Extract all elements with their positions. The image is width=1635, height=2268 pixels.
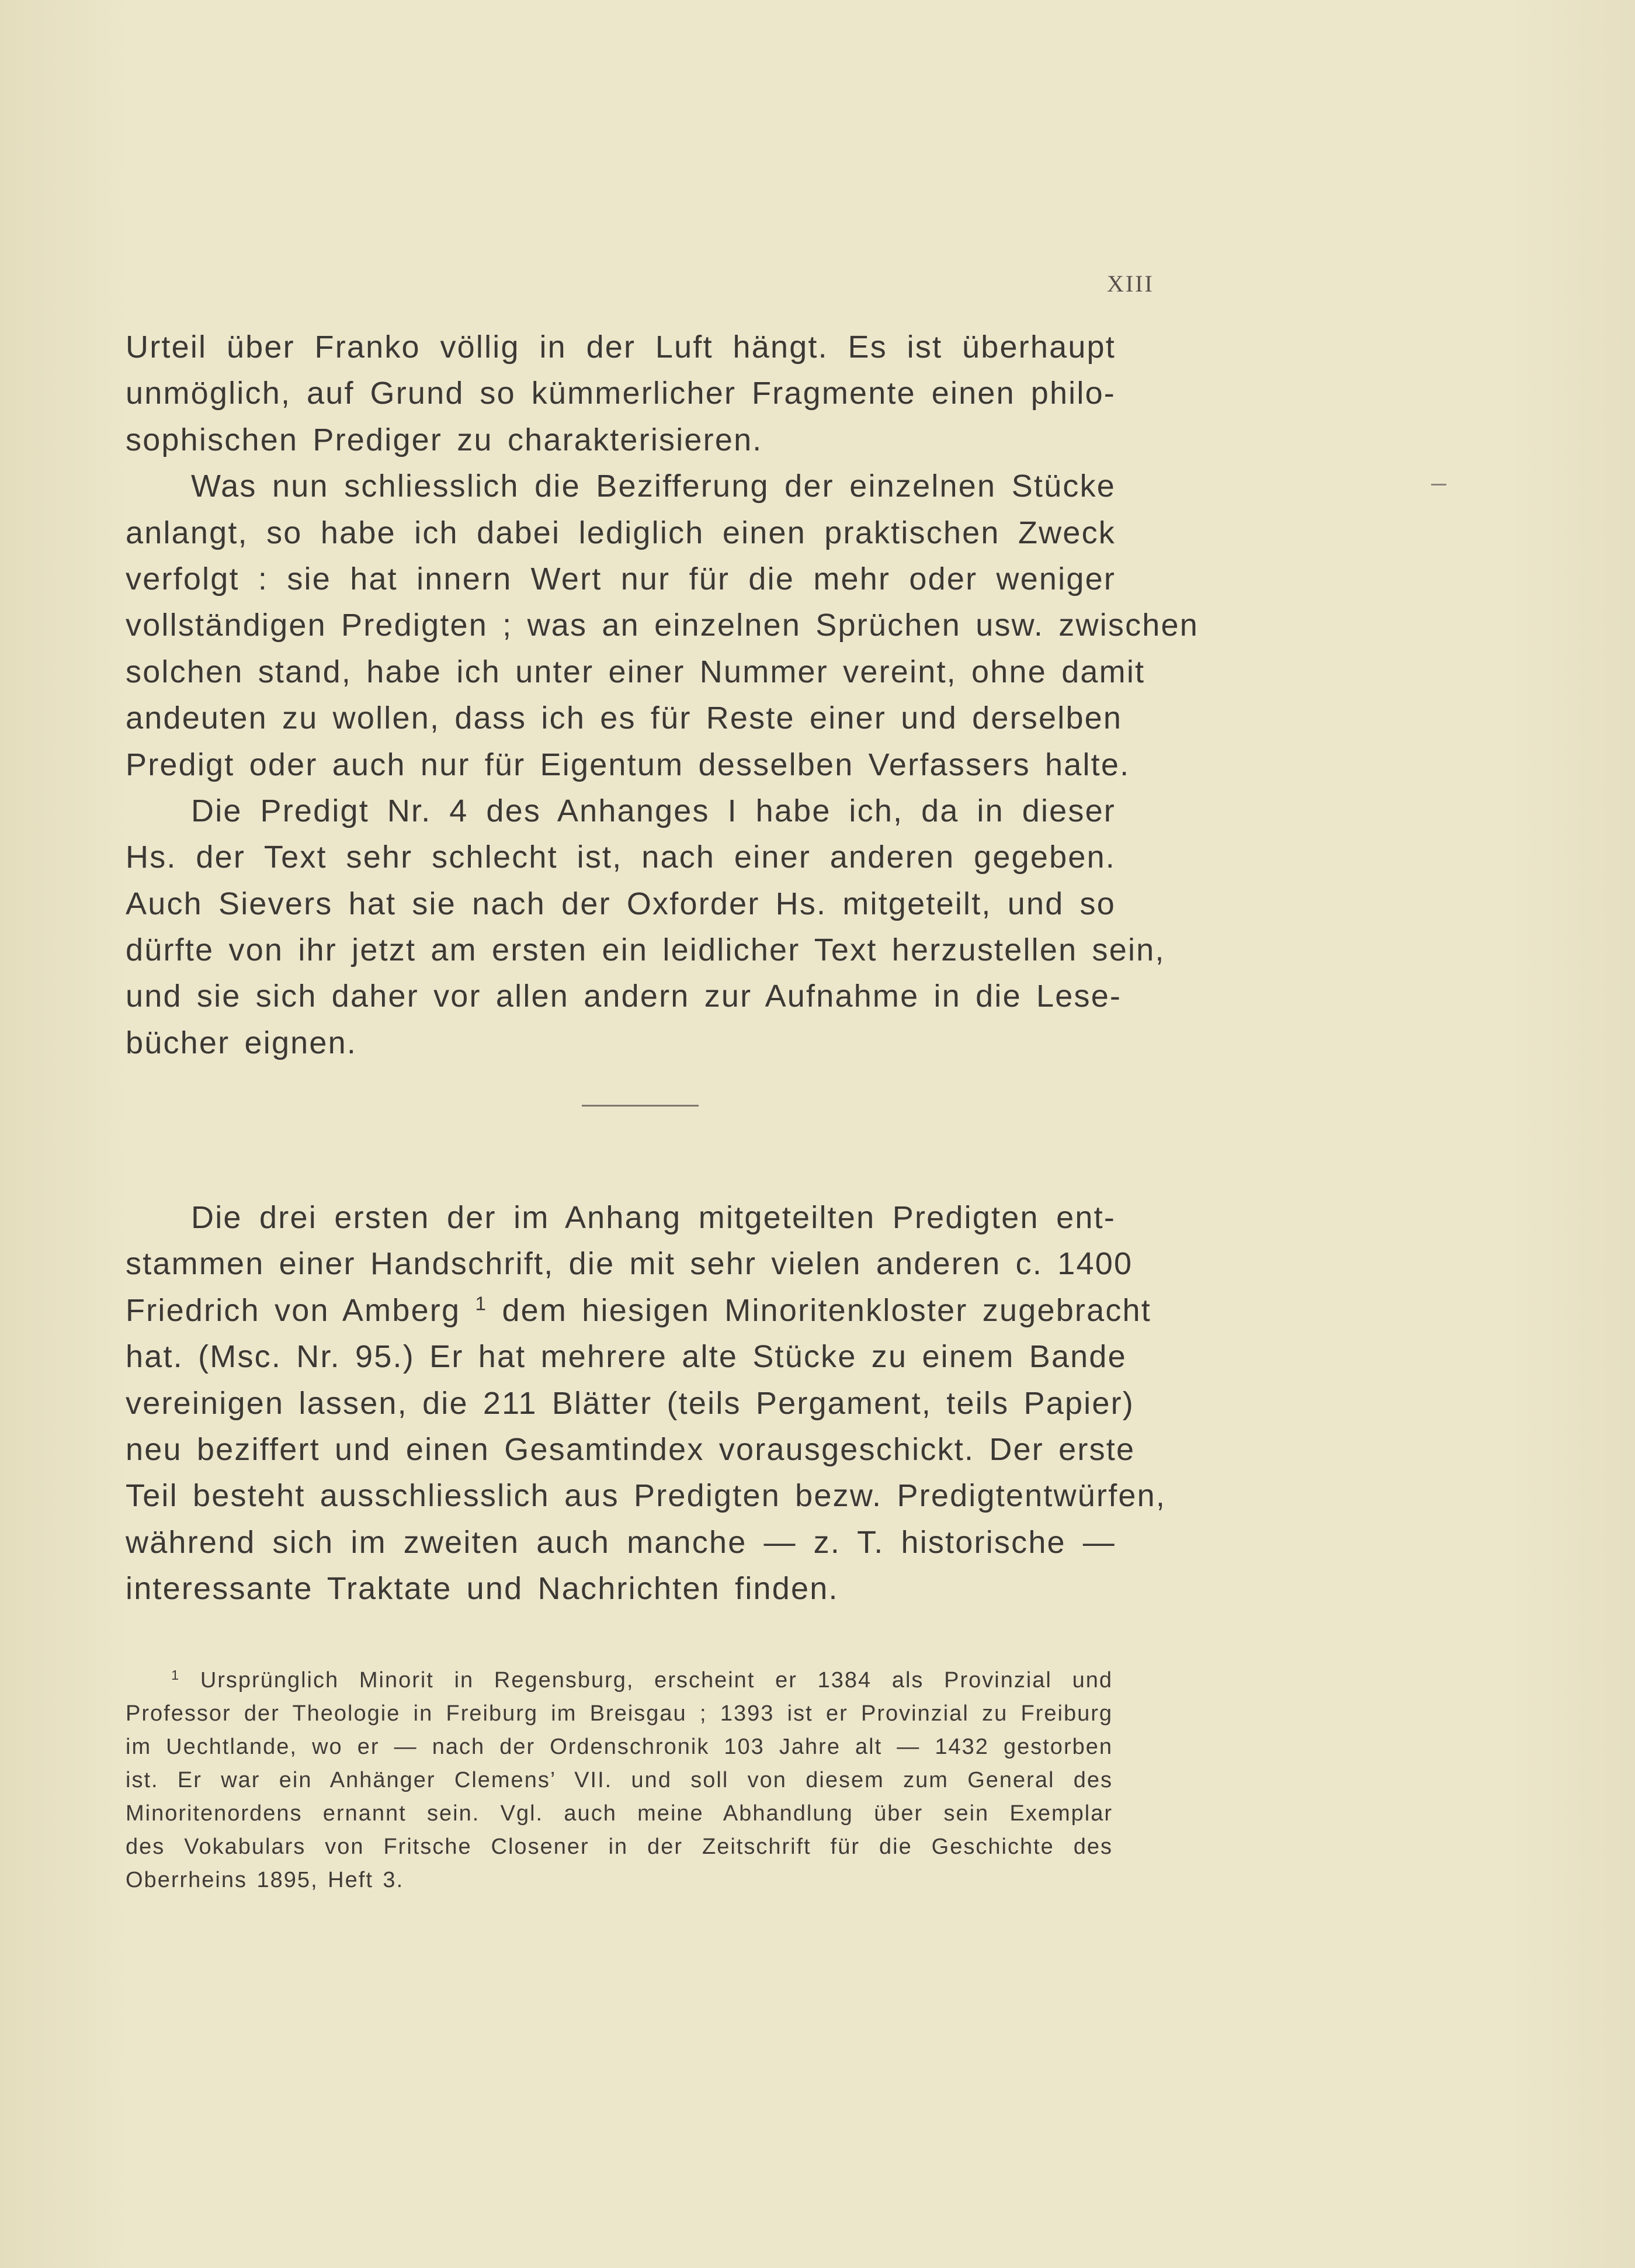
text-line: Auch Sievers hat sie nach der Oxforder Hs. mitgeteilt, und so bbox=[126, 886, 1116, 921]
text-line: verfolgt : sie hat innern Wert nur für die mehr oder weniger bbox=[126, 561, 1116, 597]
footnote-marker: 1 bbox=[171, 1667, 180, 1683]
text-line: unmöglich, auf Grund so kümmerlicher Fragmente einen philo- bbox=[126, 376, 1116, 411]
text-line: Was nun schliesslich die Bezifferung der einzelnen Stücke bbox=[191, 469, 1116, 504]
text-fragment: Friedrich von Amberg bbox=[126, 1292, 461, 1328]
text-line: sophischen Prediger zu charakterisieren. bbox=[126, 422, 763, 457]
text-line: vereinigen lassen, die 211 Blätter (teils Pergament, teils Papier) bbox=[126, 1385, 1134, 1421]
paragraph-block-upper bbox=[126, 324, 1199, 1066]
text-line: Urteil über Franko völlig in der Luft hängt. Es ist überhaupt bbox=[126, 330, 1116, 365]
text-line: interessante Traktate und Nachrichten finden. bbox=[126, 1571, 839, 1607]
text-line: während sich im zweiten auch manche — z. T. historische — bbox=[126, 1524, 1116, 1560]
text-line: hat. (Msc. Nr. 95.) Er hat mehrere alte Stücke zu einem Bande bbox=[126, 1339, 1127, 1375]
text-line: vollständigen Predigten ; was an einzelnen Sprüchen usw. zwischen bbox=[126, 608, 1199, 643]
footnote-line: des Vokabulars von Fritsche Closener in der Zeitschrift für die Geschichte des bbox=[126, 1834, 1113, 1859]
footnote-line: ist. Er war ein Anhänger Clemens’ VII. und soll von diesem zum General des bbox=[126, 1768, 1113, 1792]
text-line: solchen stand, habe ich unter einer Nummer vereint, ohne damit bbox=[126, 654, 1145, 689]
text-line: neu beziffert und einen Gesamtindex vorausgeschickt. Der erste bbox=[126, 1431, 1136, 1467]
text-line: Die Predigt Nr. 4 des Anhanges I habe ich, da in dieser bbox=[191, 793, 1116, 828]
text-line-with-footnote-ref bbox=[126, 1288, 1151, 1334]
text-line: und sie sich daher vor allen andern zur Aufnahme in die Lese- bbox=[126, 979, 1122, 1014]
section-divider bbox=[582, 1105, 699, 1107]
page-number: XIII bbox=[1107, 271, 1154, 297]
text-line: Predigt oder auch nur für Eigentum desselben Verfassers halte. bbox=[126, 747, 1130, 782]
footnote-text: Ursprünglich Minorit in Regensburg, erscheint er 1384 als Provinzial und bbox=[200, 1668, 1113, 1693]
text-line: Teil besteht ausschliesslich aus Predigten bezw. Predigtentwürfen, bbox=[126, 1478, 1167, 1514]
text-line: stammen einer Handschrift, die mit sehr vielen anderen c. 1400 bbox=[126, 1246, 1133, 1282]
text-line: anlangt, so habe ich dabei lediglich einen praktischen Zweck bbox=[126, 515, 1116, 550]
margin-mark bbox=[1431, 484, 1446, 485]
text-line: dürfte von ihr jetzt am ersten ein leidlicher Text herzustellen sein, bbox=[126, 932, 1165, 968]
footnote-line: Oberrheins 1895, Heft 3. bbox=[126, 1868, 404, 1892]
paragraph-block-lower bbox=[126, 1195, 1167, 1612]
text-line: andeuten zu wollen, dass ich es für Reste einer und derselben bbox=[126, 700, 1123, 736]
text-line: Hs. der Text sehr schlecht ist, nach einer anderen gegeben. bbox=[126, 840, 1116, 875]
footnote-line: im Uechtlande, wo er — nach der Ordenschronik 103 Jahre alt — 1432 gestorben bbox=[126, 1735, 1113, 1759]
footnote-line: Minoritenordens ernannt sein. Vgl. auch meine Abhandlung über sein Exemplar bbox=[126, 1801, 1113, 1826]
footnote-block bbox=[126, 1664, 1113, 1897]
text-line: Die drei ersten der im Anhang mitgeteilten Predigten ent- bbox=[191, 1200, 1116, 1235]
text-fragment: dem hiesigen Minoritenkloster zugebracht bbox=[502, 1292, 1151, 1328]
footnote-line bbox=[126, 1664, 1113, 1697]
text-line: bücher eignen. bbox=[126, 1025, 357, 1060]
footnote-reference[interactable]: 1 bbox=[475, 1293, 488, 1315]
footnote-line: Professor der Theologie in Freiburg im Breisgau ; 1393 ist er Provinzial zu Freiburg bbox=[126, 1701, 1113, 1726]
